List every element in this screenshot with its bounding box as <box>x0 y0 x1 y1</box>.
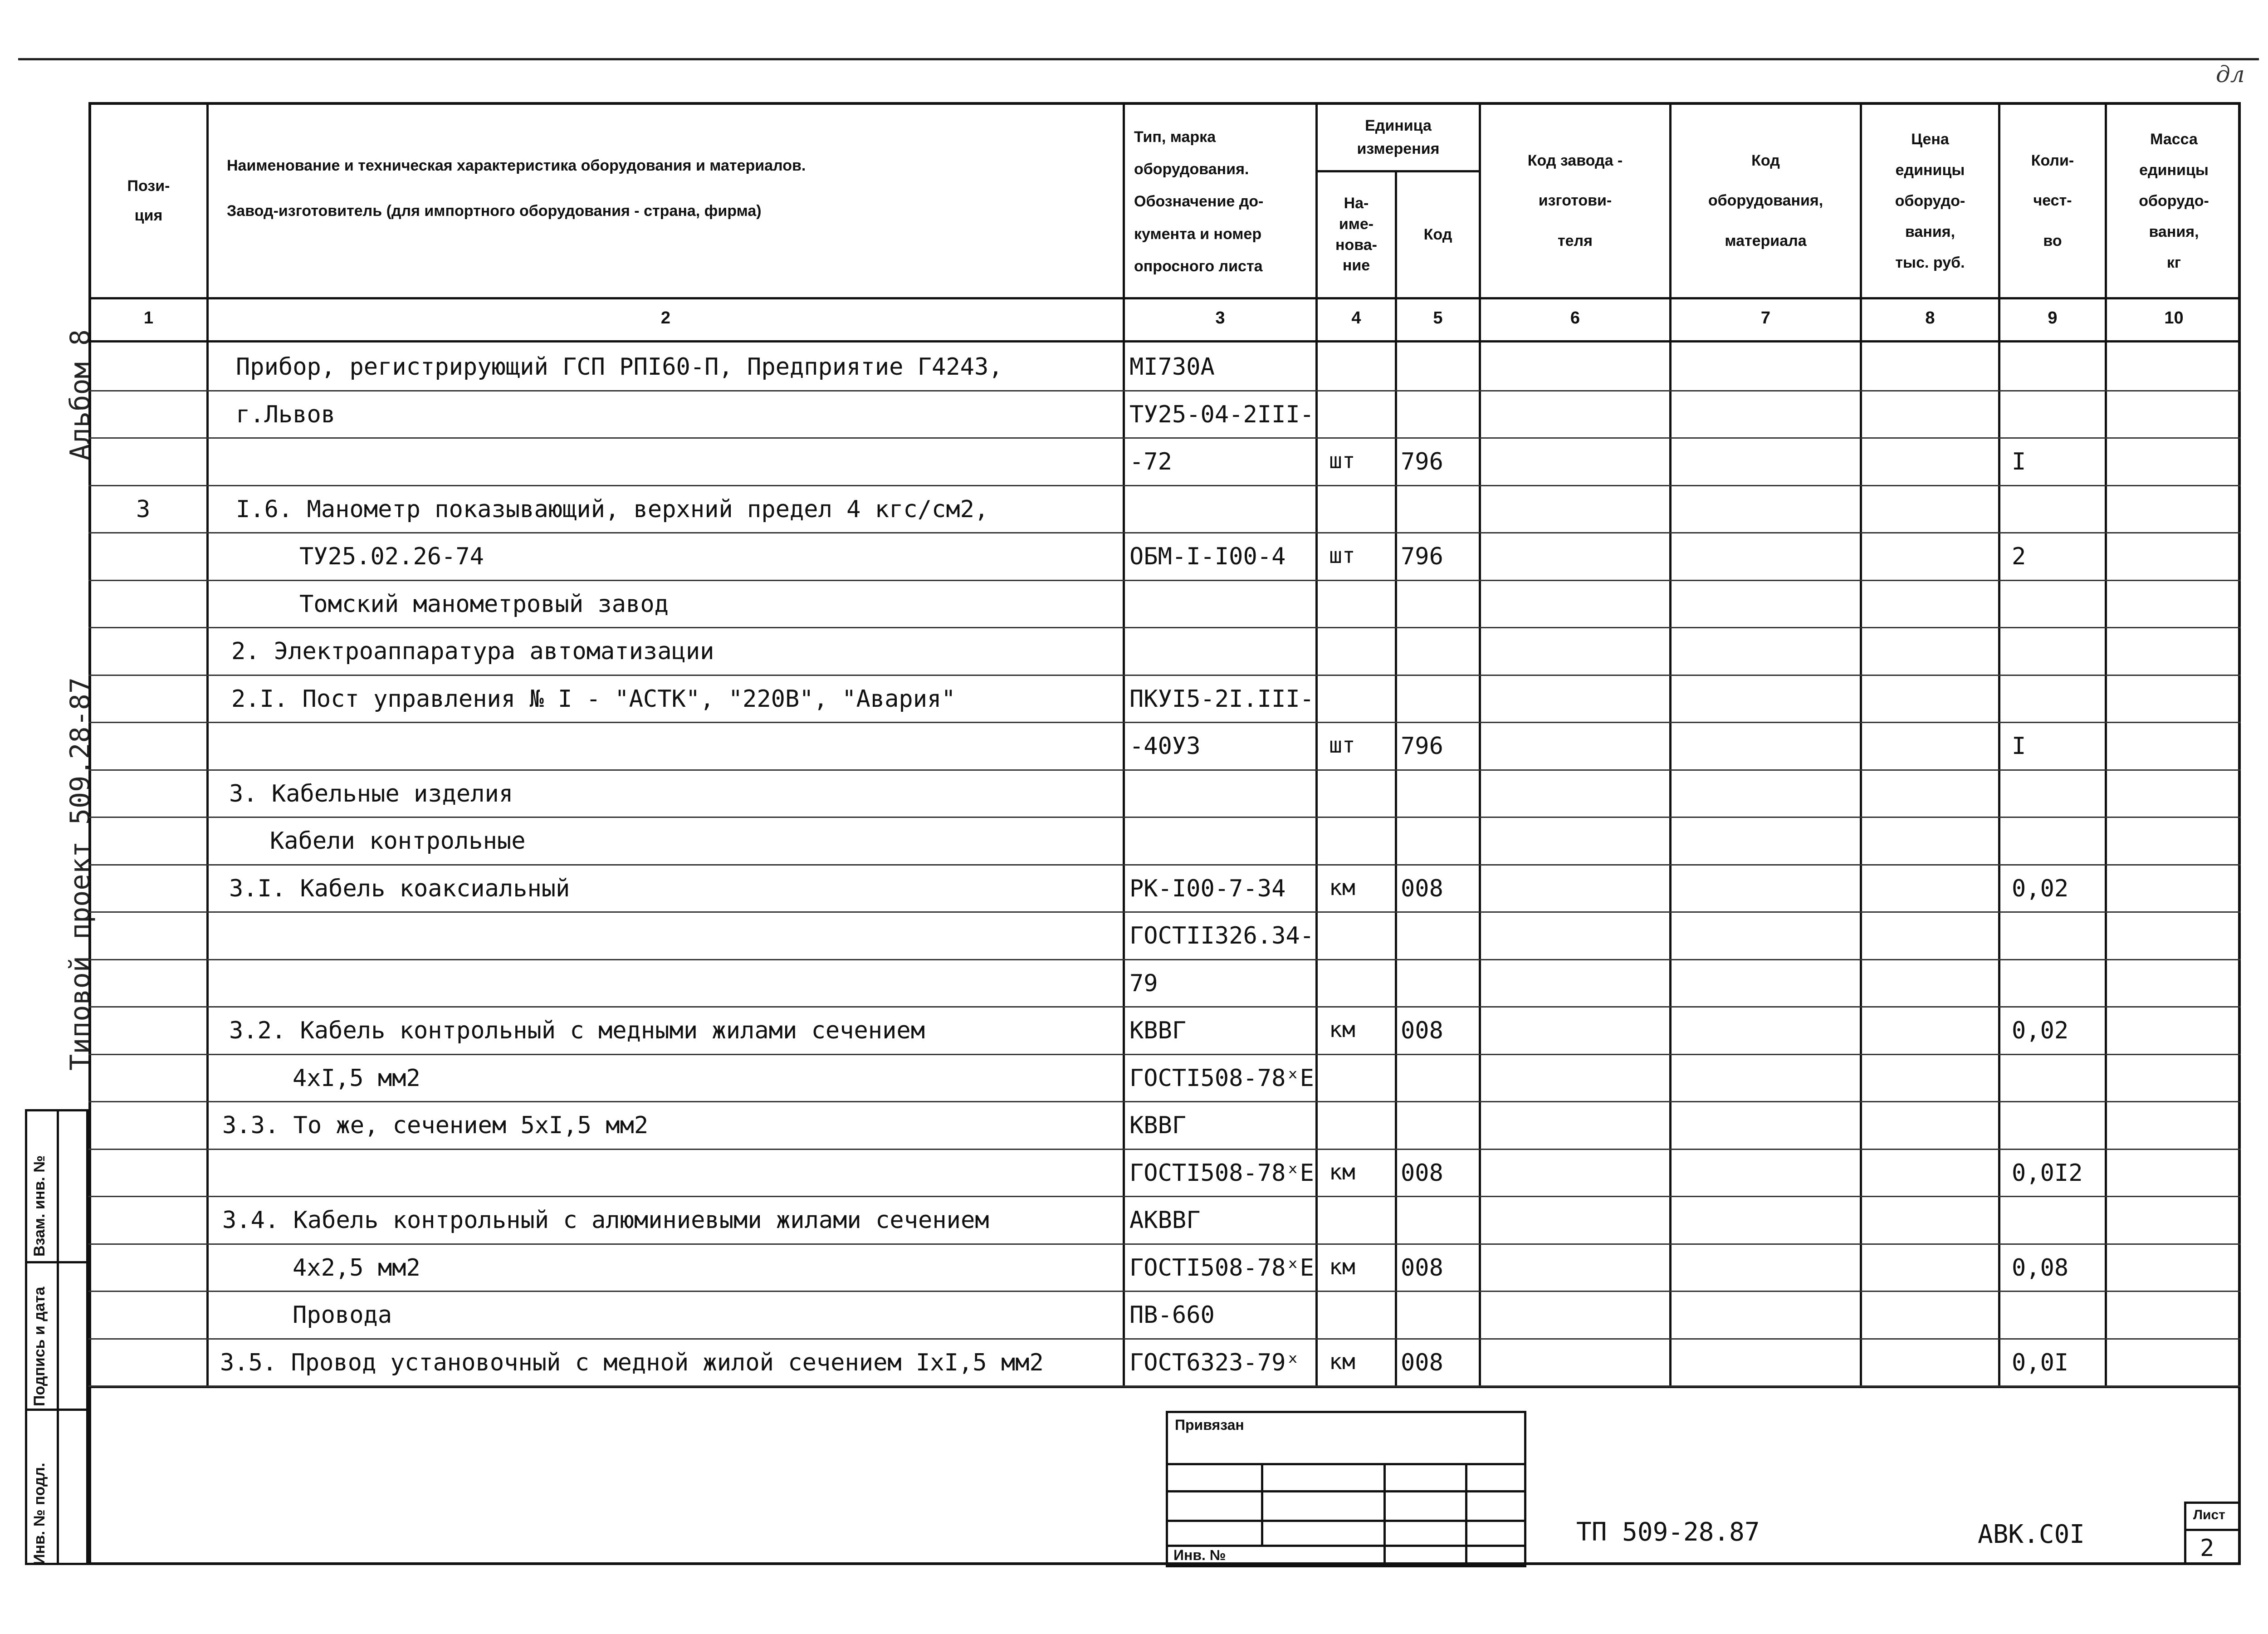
row-name: 4хI,5 мм2 <box>293 1064 420 1092</box>
row-type: ПВ-660 <box>1129 1301 1215 1329</box>
row-separator <box>88 437 2241 439</box>
row-type: -72 <box>1129 448 1172 475</box>
row-unit: км <box>1329 1349 1355 1375</box>
row-name: 3.2. Кабель контрольный с медными жилами сечением <box>229 1017 925 1044</box>
doc-code: ТП 509-28.87 <box>1576 1517 1760 1547</box>
row-type: КВВГ <box>1129 1112 1187 1139</box>
row-separator <box>88 1385 2241 1387</box>
sheet-label: Лист <box>2193 1507 2225 1522</box>
inv-number-label: Инв. № <box>1173 1547 1226 1563</box>
row-separator <box>88 627 2241 628</box>
approval-stamp <box>25 1109 88 1565</box>
col-number: 9 <box>2048 308 2058 328</box>
row-type: ПКУI5-2I.III- <box>1129 685 1314 713</box>
header-unit-group: Единица измерения <box>1357 117 1440 157</box>
row-name: I.6. Манометр показывающий, верхний предел 4 кгс/см2, <box>236 495 989 523</box>
row-separator <box>88 580 2241 581</box>
row-unit-code: 008 <box>1401 1017 1443 1044</box>
row-quantity: 0,02 <box>2012 1017 2069 1044</box>
row-separator <box>88 1243 2241 1245</box>
row-type: 79 <box>1129 969 1158 997</box>
row-unit-code: 008 <box>1401 1254 1443 1282</box>
row-separator <box>88 485 2241 486</box>
row-separator <box>88 1006 2241 1008</box>
col-number: 7 <box>1760 308 1771 328</box>
row-type: ГОСТI508-78ˣЕ <box>1129 1159 1314 1187</box>
row-unit: км <box>1329 1017 1355 1042</box>
col-divider <box>206 102 209 1386</box>
header-position: Пози- ция <box>127 177 170 224</box>
row-name: Кабели контрольные <box>270 827 526 855</box>
row-name: Провода <box>293 1301 392 1329</box>
col-number: 6 <box>1570 308 1580 328</box>
row-unit: км <box>1329 1254 1355 1280</box>
header-unit-code: Код <box>1423 226 1452 244</box>
row-type: ГОСТI508-78ˣЕ <box>1129 1254 1314 1282</box>
row-unit: шт <box>1329 448 1355 474</box>
col-number: 10 <box>2164 308 2184 328</box>
header-name-line1: Наименование и техническая характеристика оборудования и материалов. <box>227 157 806 174</box>
col-number: 4 <box>1351 308 1361 328</box>
album-label: Альбом 8 <box>64 329 96 460</box>
row-type: АКВВГ <box>1129 1207 1201 1234</box>
row-name: Прибор, регистрирующий ГСП РПI60-П, Предприятие Г4243, <box>236 353 1003 381</box>
row-unit-code: 008 <box>1401 1349 1443 1376</box>
col-divider <box>1395 170 1397 1386</box>
row-quantity: I <box>2012 448 2026 475</box>
top-rule <box>18 58 2259 60</box>
row-separator <box>88 911 2241 913</box>
row-quantity: 0,0I2 <box>2012 1159 2083 1187</box>
row-name: ТУ25.02.26-74 <box>299 543 484 570</box>
row-quantity: 0,0I <box>2012 1349 2069 1376</box>
row-name: 2. Электроаппаратура автоматизации <box>231 638 714 665</box>
row-type: МI730А <box>1129 353 1215 381</box>
row-type: КВВГ <box>1129 1017 1187 1044</box>
row-position: 3 <box>136 495 151 523</box>
header-name-line2: Завод-изготовитель (для импортного оборудования - страна, фирма) <box>227 202 762 220</box>
stamp-inv-orig: Инв. № подл. <box>31 1463 48 1565</box>
corner-mark: дл <box>2216 61 2245 88</box>
row-type: РК-I00-7-34 <box>1129 875 1286 902</box>
col-number: 2 <box>660 308 671 328</box>
stamp-replaced-inv: Взам. инв. № <box>31 1155 48 1257</box>
row-quantity: 0,08 <box>2012 1254 2069 1282</box>
header-unit-name: На- име- нова- ние <box>1335 194 1377 274</box>
header-type: Тип, марка оборудования. Обозначение до- кумента и номер опросного листа <box>1134 128 1264 275</box>
sheet-number-box <box>2184 1502 2241 1565</box>
row-name: г.Львов <box>236 401 336 428</box>
header-manufacturer-code: Код завода - изготови- теля <box>1527 152 1623 250</box>
row-unit-code: 796 <box>1401 448 1443 475</box>
col-number: 8 <box>1925 308 1935 328</box>
row-unit: км <box>1329 875 1355 900</box>
row-separator <box>88 1149 2241 1150</box>
row-quantity: I <box>2012 733 2026 760</box>
row-type: ГОСТ6323-79ˣ <box>1129 1349 1300 1376</box>
numbers-bottom-line <box>88 340 2241 342</box>
row-unit: шт <box>1329 733 1355 758</box>
project-label: Типовой проект 509.28-87 <box>64 677 96 1071</box>
row-name: Томский манометровый завод <box>299 590 669 618</box>
row-separator <box>88 722 2241 723</box>
sheet-code: АВК.С0I <box>1978 1520 2085 1549</box>
header-bottom-line <box>88 297 2241 299</box>
row-separator <box>88 1291 2241 1292</box>
row-type: ГОСТI508-78ˣЕ <box>1129 1064 1314 1092</box>
row-unit: шт <box>1329 543 1355 568</box>
row-name: 3.3. То же, сечением 5хI,5 мм2 <box>222 1112 649 1139</box>
row-type: ТУ25-04-2III- <box>1129 401 1314 428</box>
row-separator <box>88 390 2241 391</box>
header-equipment-code: Код оборудования, материала <box>1708 152 1823 250</box>
row-type: ОБМ-I-I00-4 <box>1129 543 1286 570</box>
row-separator <box>88 1054 2241 1055</box>
row-name: 4х2,5 мм2 <box>293 1254 420 1282</box>
row-quantity: 0,02 <box>2012 875 2069 902</box>
row-unit-code: 008 <box>1401 1159 1443 1187</box>
stamp-signature-date: Подпись и дата <box>31 1287 48 1406</box>
row-unit: км <box>1329 1159 1355 1185</box>
row-unit-code: 796 <box>1401 733 1443 760</box>
header-price: Цена единицы оборудо- вания, тыс. руб. <box>1895 130 1965 271</box>
row-name: 3.I. Кабель коаксиальный <box>229 875 570 902</box>
row-separator <box>88 769 2241 771</box>
row-separator <box>88 1338 2241 1340</box>
row-name: 3. Кабельные изделия <box>229 780 513 807</box>
row-separator <box>88 1101 2241 1102</box>
bound-stamp <box>1166 1411 1526 1567</box>
header-quantity: Коли- чест- во <box>2031 152 2074 250</box>
row-separator <box>88 959 2241 960</box>
row-separator <box>88 864 2241 866</box>
row-unit-code: 796 <box>1401 543 1443 570</box>
row-separator <box>88 532 2241 533</box>
bound-label: Привязан <box>1175 1417 1244 1433</box>
row-type: ГОСТII326.34- <box>1129 922 1314 949</box>
col-number: 1 <box>143 308 154 328</box>
row-type: -40У3 <box>1129 733 1201 760</box>
row-name: 3.5. Провод установочный с медной жилой сечением IхI,5 мм2 <box>220 1349 1044 1376</box>
row-separator <box>88 817 2241 818</box>
row-quantity: 2 <box>2012 543 2026 570</box>
col-number: 3 <box>1215 308 1225 328</box>
row-name: 3.4. Кабель контрольный с алюминиевыми жилами сечением <box>222 1207 989 1234</box>
row-name: 2.I. Пост управления № I - "АСТК", "220В", "Авария" <box>231 685 956 713</box>
row-unit-code: 008 <box>1401 875 1443 902</box>
row-separator <box>88 675 2241 676</box>
col-number: 5 <box>1433 308 1443 328</box>
row-separator <box>88 1196 2241 1197</box>
header-mass: Масса единицы оборудо- вания, кг <box>2139 130 2209 271</box>
sheet-number: 2 <box>2200 1535 2214 1562</box>
